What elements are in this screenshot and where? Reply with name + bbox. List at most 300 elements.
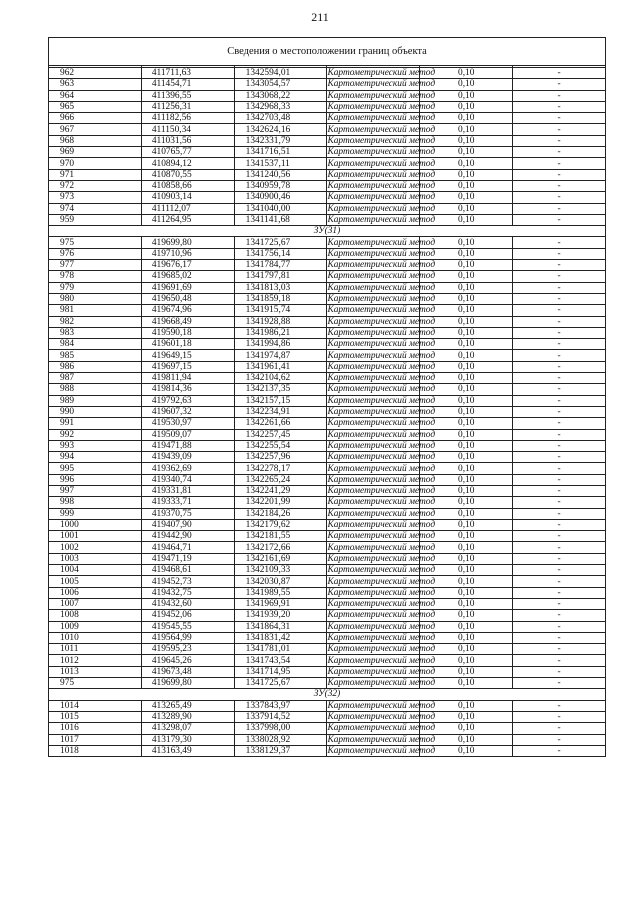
- point-number-cell: 994: [49, 452, 142, 463]
- x-coordinate-cell: 419564,99: [141, 632, 234, 643]
- table-row: [49, 248, 606, 259]
- y-coordinate-cell: 1341939,20: [234, 610, 327, 621]
- x-coordinate-cell: 419699,80: [141, 237, 234, 248]
- x-coordinate-cell: 411182,56: [141, 113, 234, 124]
- y-coordinate-cell: 1342172,66: [234, 542, 327, 553]
- x-coordinate-cell: 413179,30: [141, 734, 234, 745]
- y-coordinate-cell: 1338028,92: [234, 734, 327, 745]
- x-coordinate-cell: 419545,55: [141, 621, 234, 632]
- table-row: [49, 339, 606, 350]
- x-coordinate-cell: 419595,23: [141, 644, 234, 655]
- boundary-table-container: [48, 37, 606, 757]
- accuracy-cell: 0,10: [420, 271, 513, 282]
- accuracy-cell: 0,10: [420, 192, 513, 203]
- point-number-cell: 991: [49, 418, 142, 429]
- table-row: [49, 305, 606, 316]
- description-cell: -: [513, 666, 606, 677]
- table-row: [49, 101, 606, 112]
- x-coordinate-cell: 419601,18: [141, 339, 234, 350]
- description-cell: -: [513, 316, 606, 327]
- description-cell: -: [513, 655, 606, 666]
- x-coordinate-cell: 411711,63: [141, 68, 234, 79]
- description-cell: -: [513, 327, 606, 338]
- section-label: ЗУ(32): [49, 689, 606, 700]
- point-number-cell: 1007: [49, 598, 142, 609]
- method-cell: Картометрический метод: [327, 429, 436, 440]
- method-cell: Картометрический метод: [327, 632, 436, 643]
- method-cell: Картометрический метод: [327, 260, 436, 271]
- table-row: [49, 327, 606, 338]
- table-row: [49, 644, 606, 655]
- x-coordinate-cell: 419650,48: [141, 293, 234, 304]
- point-number-cell: 969: [49, 147, 142, 158]
- method-cell: Картометрический метод: [327, 192, 436, 203]
- description-cell: -: [513, 576, 606, 587]
- accuracy-cell: 0,10: [420, 474, 513, 485]
- y-coordinate-cell: 1342234,91: [234, 406, 327, 417]
- table-row: [49, 576, 606, 587]
- method-cell: Картометрический метод: [327, 599, 436, 610]
- description-cell: -: [513, 474, 606, 485]
- y-coordinate-cell: 1337843,97: [234, 700, 327, 711]
- description-cell: -: [513, 192, 606, 203]
- table-row: [49, 474, 606, 485]
- point-number-cell: 999: [49, 508, 142, 519]
- point-number-cell: 998: [49, 497, 142, 508]
- method-cell: Картометрический метод: [327, 294, 436, 305]
- accuracy-cell: 0,10: [420, 293, 513, 304]
- accuracy-cell: 0,10: [420, 79, 513, 90]
- description-cell: -: [513, 339, 606, 350]
- x-coordinate-cell: 419649,15: [141, 350, 234, 361]
- y-coordinate-cell: 1342157,15: [234, 395, 327, 406]
- method-cell: Картометрический метод: [327, 723, 436, 734]
- point-number-cell: 984: [49, 339, 142, 350]
- method-cell: Картометрический метод: [327, 169, 436, 180]
- y-coordinate-cell: 1342161,69: [234, 553, 327, 564]
- table-row: [49, 361, 606, 372]
- point-number-cell: 966: [49, 113, 142, 124]
- accuracy-cell: 0,10: [420, 531, 513, 542]
- y-coordinate-cell: 1341725,67: [234, 678, 327, 689]
- method-cell: Картометрический метод: [327, 508, 436, 519]
- accuracy-cell: 0,10: [420, 508, 513, 519]
- method-cell: Картометрический метод: [327, 181, 436, 192]
- table-row: [49, 90, 606, 101]
- y-coordinate-cell: 1342241,29: [234, 485, 327, 496]
- accuracy-cell: 0,10: [420, 587, 513, 598]
- table-row: [49, 384, 606, 395]
- accuracy-cell: 0,10: [420, 124, 513, 135]
- accuracy-cell: 0,10: [420, 452, 513, 463]
- point-number-cell: 1010: [49, 632, 142, 643]
- x-coordinate-cell: 411031,56: [141, 135, 234, 146]
- table-row: [49, 497, 606, 508]
- method-cell: Картометрический метод: [327, 158, 436, 169]
- accuracy-cell: 0,10: [420, 576, 513, 587]
- table-row: [49, 452, 606, 463]
- method-cell: Картометрический метод: [327, 678, 436, 689]
- x-coordinate-cell: 410894,12: [141, 158, 234, 169]
- method-cell: Картометрический метод: [327, 407, 436, 418]
- point-number-cell: 990: [49, 406, 142, 417]
- x-coordinate-cell: 419676,17: [141, 260, 234, 271]
- method-cell: Картометрический метод: [327, 621, 436, 632]
- accuracy-cell: 0,10: [420, 350, 513, 361]
- point-number-cell: 970: [49, 158, 142, 169]
- description-cell: -: [513, 745, 606, 756]
- method-cell: Картометрический метод: [327, 237, 436, 248]
- method-cell: Картометрический метод: [327, 452, 436, 463]
- accuracy-cell: 0,10: [420, 485, 513, 496]
- method-cell: Картометрический метод: [327, 68, 436, 79]
- point-number-cell: 1004: [49, 565, 142, 576]
- x-coordinate-cell: 419645,26: [141, 655, 234, 666]
- y-coordinate-cell: 1342109,33: [234, 565, 327, 576]
- table-row: [49, 260, 606, 271]
- y-coordinate-cell: 1341961,41: [234, 361, 327, 372]
- accuracy-cell: 0,10: [420, 678, 513, 689]
- section-label: ЗУ(31): [49, 226, 606, 237]
- y-coordinate-cell: 1341040,00: [234, 203, 327, 214]
- description-cell: -: [513, 519, 606, 530]
- accuracy-cell: 0,10: [420, 542, 513, 553]
- x-coordinate-cell: 419530,97: [141, 418, 234, 429]
- method-cell: Картометрический метод: [327, 113, 436, 124]
- table-row: [49, 610, 606, 621]
- y-coordinate-cell: 1342184,26: [234, 508, 327, 519]
- accuracy-cell: 0,10: [420, 700, 513, 711]
- point-number-cell: 1014: [49, 700, 142, 711]
- y-coordinate-cell: 1342261,66: [234, 418, 327, 429]
- accuracy-cell: 0,10: [420, 723, 513, 734]
- description-cell: -: [513, 632, 606, 643]
- description-cell: -: [513, 418, 606, 429]
- x-coordinate-cell: 419668,49: [141, 316, 234, 327]
- accuracy-cell: 0,10: [420, 339, 513, 350]
- description-cell: -: [513, 485, 606, 496]
- y-coordinate-cell: 1340959,78: [234, 180, 327, 191]
- description-cell: -: [513, 124, 606, 135]
- description-cell: -: [513, 610, 606, 621]
- table-row: [49, 565, 606, 576]
- description-cell: -: [513, 248, 606, 259]
- point-number-cell: 1002: [49, 542, 142, 553]
- x-coordinate-cell: 419464,71: [141, 542, 234, 553]
- table-row: [49, 519, 606, 530]
- point-number-cell: 1003: [49, 553, 142, 564]
- accuracy-cell: 0,10: [420, 598, 513, 609]
- table-row: [49, 542, 606, 553]
- y-coordinate-cell: 1341797,81: [234, 271, 327, 282]
- x-coordinate-cell: 413163,49: [141, 745, 234, 756]
- x-coordinate-cell: 419471,19: [141, 553, 234, 564]
- section-row: [49, 689, 606, 700]
- y-coordinate-cell: 1342278,17: [234, 463, 327, 474]
- method-cell: Картометрический метод: [327, 418, 436, 429]
- x-coordinate-cell: 419509,07: [141, 429, 234, 440]
- x-coordinate-cell: 410903,14: [141, 192, 234, 203]
- accuracy-cell: 0,10: [420, 621, 513, 632]
- method-cell: Картометрический метод: [327, 531, 436, 542]
- point-number-cell: 1018: [49, 745, 142, 756]
- point-number-cell: 1008: [49, 610, 142, 621]
- method-cell: Картометрический метод: [327, 610, 436, 621]
- method-cell: Картометрический метод: [327, 395, 436, 406]
- point-number-cell: 964: [49, 90, 142, 101]
- table-row: [49, 485, 606, 496]
- point-number-cell: 997: [49, 485, 142, 496]
- point-number-cell: 974: [49, 203, 142, 214]
- point-number-cell: 986: [49, 361, 142, 372]
- y-coordinate-cell: 1341994,86: [234, 339, 327, 350]
- table-row: [49, 316, 606, 327]
- description-cell: -: [513, 406, 606, 417]
- x-coordinate-cell: 411454,71: [141, 79, 234, 90]
- method-cell: Картометрический метод: [327, 361, 436, 372]
- description-cell: -: [513, 395, 606, 406]
- method-cell: Картометрический метод: [327, 282, 436, 293]
- x-coordinate-cell: 419452,73: [141, 576, 234, 587]
- description-cell: -: [513, 271, 606, 282]
- y-coordinate-cell: 1342703,48: [234, 113, 327, 124]
- table-row: [49, 632, 606, 643]
- method-cell: Картометрический метод: [327, 440, 436, 451]
- y-coordinate-cell: 1341743,54: [234, 655, 327, 666]
- point-number-cell: 1011: [49, 644, 142, 655]
- point-number-cell: 978: [49, 271, 142, 282]
- table-row: [49, 373, 606, 384]
- y-coordinate-cell: 1341813,03: [234, 282, 327, 293]
- x-coordinate-cell: 419710,96: [141, 248, 234, 259]
- accuracy-cell: 0,10: [420, 203, 513, 214]
- y-coordinate-cell: 1341784,77: [234, 260, 327, 271]
- x-coordinate-cell: 419331,81: [141, 485, 234, 496]
- table-title: Сведения о местоположении границ объекта: [49, 38, 606, 66]
- table-row: [49, 158, 606, 169]
- point-number-cell: 976: [49, 248, 142, 259]
- point-number-cell: 996: [49, 474, 142, 485]
- y-coordinate-cell: 1342594,01: [234, 68, 327, 79]
- point-number-cell: 992: [49, 429, 142, 440]
- accuracy-cell: 0,10: [420, 327, 513, 338]
- x-coordinate-cell: 419333,71: [141, 497, 234, 508]
- point-number-cell: 965: [49, 101, 142, 112]
- point-number-cell: 959: [49, 214, 142, 225]
- y-coordinate-cell: 1337998,00: [234, 723, 327, 734]
- table-row: [49, 79, 606, 90]
- y-coordinate-cell: 1342181,55: [234, 531, 327, 542]
- method-cell: Картометрический метод: [327, 90, 436, 101]
- description-cell: -: [513, 260, 606, 271]
- section-row: [49, 226, 606, 237]
- accuracy-cell: 0,10: [420, 90, 513, 101]
- y-coordinate-cell: 1341716,51: [234, 147, 327, 158]
- point-number-cell: 985: [49, 350, 142, 361]
- table-row: [49, 147, 606, 158]
- method-cell: Картометрический метод: [327, 135, 436, 146]
- method-cell: Картометрический метод: [327, 542, 436, 553]
- table-row: [49, 293, 606, 304]
- y-coordinate-cell: 1342331,79: [234, 135, 327, 146]
- y-coordinate-cell: 1342030,87: [234, 576, 327, 587]
- x-coordinate-cell: 419439,09: [141, 452, 234, 463]
- x-coordinate-cell: 419814,36: [141, 384, 234, 395]
- y-coordinate-cell: 1343054,57: [234, 79, 327, 90]
- y-coordinate-cell: 1341831,42: [234, 632, 327, 643]
- x-coordinate-cell: 419607,32: [141, 406, 234, 417]
- y-coordinate-cell: 1342968,33: [234, 101, 327, 112]
- point-number-cell: 967: [49, 124, 142, 135]
- description-cell: -: [513, 384, 606, 395]
- description-cell: -: [513, 440, 606, 451]
- table-row: [49, 553, 606, 564]
- y-coordinate-cell: 1342624,16: [234, 124, 327, 135]
- description-cell: -: [513, 508, 606, 519]
- point-number-cell: 981: [49, 305, 142, 316]
- point-number-cell: 1013: [49, 666, 142, 677]
- accuracy-cell: 0,10: [420, 113, 513, 124]
- accuracy-cell: 0,10: [420, 497, 513, 508]
- description-cell: -: [513, 68, 606, 79]
- table-row: [49, 203, 606, 214]
- method-cell: Картометрический метод: [327, 712, 436, 723]
- table-row: [49, 655, 606, 666]
- accuracy-cell: 0,10: [420, 158, 513, 169]
- point-number-cell: 983: [49, 327, 142, 338]
- point-number-cell: 987: [49, 373, 142, 384]
- accuracy-cell: 0,10: [420, 373, 513, 384]
- point-number-cell: 989: [49, 395, 142, 406]
- x-coordinate-cell: 419697,15: [141, 361, 234, 372]
- table-row: [49, 734, 606, 745]
- y-coordinate-cell: 1342179,62: [234, 519, 327, 530]
- method-cell: Картометрический метод: [327, 339, 436, 350]
- table-row: [49, 440, 606, 451]
- description-cell: -: [513, 553, 606, 564]
- table-row: [49, 350, 606, 361]
- x-coordinate-cell: 419362,69: [141, 463, 234, 474]
- y-coordinate-cell: 1341915,74: [234, 305, 327, 316]
- method-cell: Картометрический метод: [327, 147, 436, 158]
- x-coordinate-cell: 419471,88: [141, 440, 234, 451]
- description-cell: -: [513, 734, 606, 745]
- y-coordinate-cell: 1342257,96: [234, 452, 327, 463]
- y-coordinate-cell: 1341725,67: [234, 237, 327, 248]
- description-cell: -: [513, 497, 606, 508]
- point-number-cell: 993: [49, 440, 142, 451]
- method-cell: Картометрический метод: [327, 565, 436, 576]
- y-coordinate-cell: 1341969,91: [234, 598, 327, 609]
- x-coordinate-cell: 419792,63: [141, 395, 234, 406]
- method-cell: Картометрический метод: [327, 644, 436, 655]
- y-coordinate-cell: 1343068,22: [234, 90, 327, 101]
- y-coordinate-cell: 1341989,55: [234, 587, 327, 598]
- y-coordinate-cell: 1341928,88: [234, 316, 327, 327]
- description-cell: -: [513, 361, 606, 372]
- accuracy-cell: 0,10: [420, 248, 513, 259]
- method-cell: Картометрический метод: [327, 373, 436, 384]
- x-coordinate-cell: 419590,18: [141, 327, 234, 338]
- accuracy-cell: 0,10: [420, 68, 513, 79]
- y-coordinate-cell: 1338129,37: [234, 745, 327, 756]
- point-number-cell: 1017: [49, 734, 142, 745]
- table-row: [49, 700, 606, 711]
- point-number-cell: 975: [49, 678, 142, 689]
- accuracy-cell: 0,10: [420, 655, 513, 666]
- table-row: [49, 135, 606, 146]
- accuracy-cell: 0,10: [420, 519, 513, 530]
- table-row: [49, 711, 606, 722]
- point-number-cell: 988: [49, 384, 142, 395]
- accuracy-cell: 0,10: [420, 101, 513, 112]
- y-coordinate-cell: 1342265,24: [234, 474, 327, 485]
- x-coordinate-cell: 410765,77: [141, 147, 234, 158]
- table-row: [49, 723, 606, 734]
- y-coordinate-cell: 1341141,68: [234, 214, 327, 225]
- point-number-cell: 980: [49, 293, 142, 304]
- x-coordinate-cell: 419468,61: [141, 565, 234, 576]
- table-row: [49, 282, 606, 293]
- accuracy-cell: 0,10: [420, 282, 513, 293]
- point-number-cell: 1009: [49, 621, 142, 632]
- point-number-cell: 962: [49, 68, 142, 79]
- table-row: [49, 180, 606, 191]
- x-coordinate-cell: 410858,66: [141, 180, 234, 191]
- description-cell: -: [513, 350, 606, 361]
- x-coordinate-cell: 419699,80: [141, 678, 234, 689]
- table-row: [49, 271, 606, 282]
- y-coordinate-cell: 1341859,18: [234, 293, 327, 304]
- accuracy-cell: 0,10: [420, 384, 513, 395]
- table-row: [49, 666, 606, 677]
- accuracy-cell: 0,10: [420, 429, 513, 440]
- x-coordinate-cell: 419691,69: [141, 282, 234, 293]
- point-number-cell: 1001: [49, 531, 142, 542]
- table-row: [49, 531, 606, 542]
- description-cell: -: [513, 452, 606, 463]
- accuracy-cell: 0,10: [420, 632, 513, 643]
- y-coordinate-cell: 1341864,31: [234, 621, 327, 632]
- table-row: [49, 113, 606, 124]
- accuracy-cell: 0,10: [420, 734, 513, 745]
- table-row: [49, 587, 606, 598]
- table-row: [49, 678, 606, 689]
- accuracy-cell: 0,10: [420, 305, 513, 316]
- point-number-cell: 973: [49, 192, 142, 203]
- method-cell: Картометрический метод: [327, 655, 436, 666]
- method-cell: Картометрический метод: [327, 666, 436, 677]
- description-cell: -: [513, 587, 606, 598]
- method-cell: Картометрический метод: [327, 553, 436, 564]
- point-number-cell: 968: [49, 135, 142, 146]
- description-cell: -: [513, 214, 606, 225]
- y-coordinate-cell: 1342257,45: [234, 429, 327, 440]
- x-coordinate-cell: 411256,31: [141, 101, 234, 112]
- x-coordinate-cell: 419370,75: [141, 508, 234, 519]
- y-coordinate-cell: 1341240,56: [234, 169, 327, 180]
- point-number-cell: 1015: [49, 711, 142, 722]
- accuracy-cell: 0,10: [420, 440, 513, 451]
- table-row: [49, 395, 606, 406]
- accuracy-cell: 0,10: [420, 214, 513, 225]
- table-row: [49, 508, 606, 519]
- y-coordinate-cell: 1342104,62: [234, 373, 327, 384]
- y-coordinate-cell: 1341781,01: [234, 644, 327, 655]
- accuracy-cell: 0,10: [420, 406, 513, 417]
- table-row: [49, 406, 606, 417]
- method-cell: Картометрический метод: [327, 124, 436, 135]
